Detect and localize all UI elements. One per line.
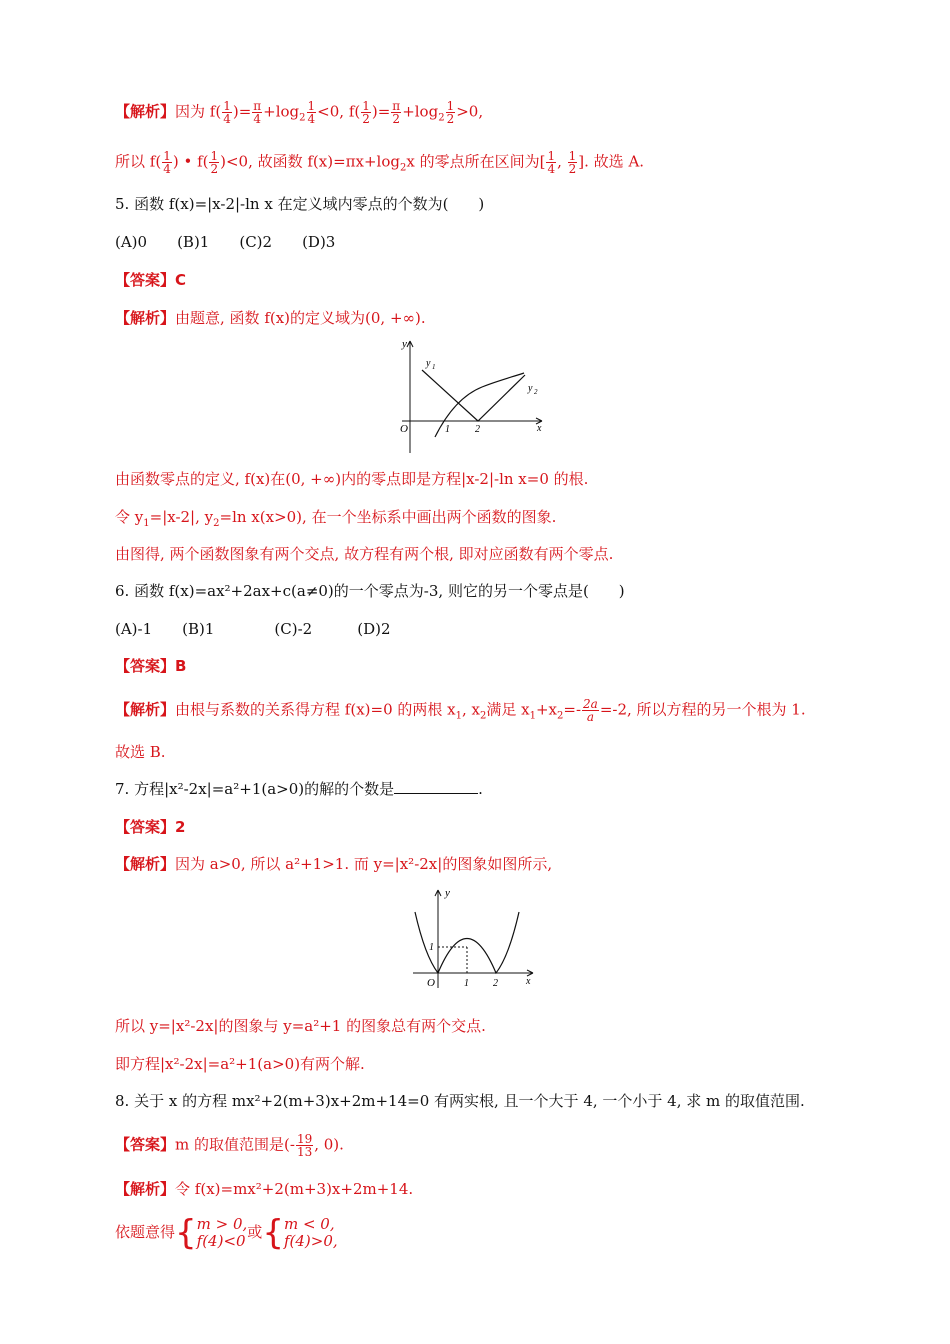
- q6-options: (A)-1 (B)1 (C)-2 (D)2: [115, 620, 391, 638]
- q5-options: (A)0 (B)1 (C)2 (D)3: [115, 233, 336, 251]
- curve-label: y: [528, 383, 533, 394]
- q8-conditions: 依题意得{ m > 0, f(4)<0 或{ m < 0, f(4)>0,: [115, 1213, 338, 1253]
- system-1: m > 0, f(4)<0: [196, 1215, 248, 1250]
- fraction: $\frac{1}{2}$: [446, 99, 455, 126]
- fraction: $\frac{19}{13}$: [296, 1132, 313, 1159]
- brace: {: [262, 1213, 284, 1253]
- q7-text-2: 即方程|x²-2x|=a²+1(a>0)有两个解.: [115, 1055, 365, 1073]
- q7-text-1: 所以 y=|x²-2x|的图象与 y=a²+1 的图象总有两个交点.: [115, 1017, 486, 1035]
- q6-jiexi: 【解析】由根与系数的关系得方程 f(x)=0 的两根 $x_1$, $x_2$满足 $x_1+x_2=-$ $\frac{2a}{a}$ =-2, 所以方程的另一个根为 1.: [115, 697, 806, 724]
- q5-text-1: 由函数零点的定义, f(x)在(0, +∞)内的零点即是方程|x-2|-ln x=0 的根.: [115, 470, 589, 488]
- fraction: $\frac{1}{2}$: [362, 99, 370, 126]
- answer-blank: [394, 779, 478, 794]
- q5-text-2: 令 $y_1=|x-2|$, $y_2=\ln$ x(x>0), 在一个坐标系中画出两个函数的图象.: [115, 508, 557, 529]
- q5-text-3: 由图得, 两个函数图象有两个交点, 故方程有两个根, 即对应函数有两个零点.: [115, 545, 614, 563]
- q5-question: 5. 函数 f(x)=|x-2|-ln x 在定义域内零点的个数为( ): [115, 195, 485, 213]
- q8-answer: 【答案】m 的取值范围是(- $\frac{19}{13}$ , 0).: [115, 1132, 344, 1159]
- q5-answer: 【答案】C: [115, 271, 187, 289]
- tick-label: 1: [445, 424, 450, 435]
- tick-label: 2: [475, 424, 480, 435]
- tick-label: 1: [429, 942, 434, 953]
- system-2: m < 0, f(4)>0,: [283, 1215, 338, 1250]
- fraction: $\frac{\pi}{4}$: [253, 99, 262, 126]
- jiexi-tag: 【解析】: [115, 855, 176, 873]
- q4-jiexi-line-2: 所以 f( $\frac{1}{4}$ ) • f( $\frac{1}{2}$ )<0, 故函数 $f(x)=\pi x+\log_2x$ 的零点所在区间为[ $\frac{1}{4}$ , $\frac{1}{2}$ ]. 故选 A.: [115, 149, 645, 176]
- curve-label-sub: 1: [432, 363, 436, 371]
- answer-tag: 【答案】: [115, 818, 176, 836]
- answer-tag: 【答案】: [115, 657, 176, 675]
- q7-graph: [405, 884, 545, 994]
- fraction: $\frac{\pi}{2}$: [392, 99, 401, 126]
- x-axis-label: x: [537, 423, 542, 434]
- fraction: $\frac{1}{2}$: [568, 149, 577, 176]
- answer-tag: 【答案】: [115, 1135, 176, 1154]
- jiexi-tag: 【解析】: [115, 102, 176, 121]
- q7-answer: 【答案】2: [115, 818, 186, 836]
- q6-answer: 【答案】B: [115, 657, 187, 675]
- q5-jiexi: 【解析】由题意, 函数 f(x)的定义域为(0, +∞).: [115, 309, 426, 327]
- q8-question: 8. 关于 x 的方程 mx²+2(m+3)x+2m+14=0 有两实根, 且一个大于 4, 一个小于 4, 求 m 的取值范围.: [115, 1092, 805, 1110]
- fraction: $\frac{1}{2}$: [210, 149, 219, 176]
- fraction: $\frac{1}{4}$: [547, 149, 556, 176]
- q7-jiexi: 【解析】因为 a>0, 所以 a²+1>1. 而 y=|x²-2x|的图象如图所示,: [115, 855, 553, 873]
- jiexi-tag: 【解析】: [115, 700, 176, 719]
- tick-label: 2: [493, 978, 498, 989]
- jiexi-tag: 【解析】: [115, 1180, 176, 1198]
- q6-question: 6. 函数 f(x)=ax²+2ax+c(a≠0)的一个零点为-3, 则它的另一个零点是( ): [115, 582, 625, 600]
- origin-label: O: [427, 977, 435, 989]
- jiexi-tag: 【解析】: [115, 309, 176, 327]
- curve-label: y: [426, 358, 431, 369]
- q5-graph: [392, 333, 552, 458]
- tick-label: 1: [464, 978, 469, 989]
- fraction: $\frac{1}{4}$: [163, 149, 171, 176]
- y-axis-label: y: [402, 338, 407, 350]
- curve-label-sub: 2: [534, 388, 538, 396]
- q4-jiexi-line-1: 【解析】因为 f( $\frac{1}{4}$ )= $\frac{\pi}{4}$ $+\log_2$ $\frac{1}{4}$ <0, f( $\frac{1}{2}$ )= $\frac{\pi}{2}$ $+\log_2$ $\frac{1}{2}$ >0,: [115, 99, 484, 126]
- fraction: $\frac{1}{4}$: [223, 99, 231, 126]
- origin-label: O: [400, 423, 408, 435]
- fraction: $\frac{1}{4}$: [307, 99, 316, 126]
- q6-jiexi-2: 故选 B.: [115, 743, 166, 761]
- y-axis-label: y: [445, 887, 450, 899]
- q7-question: 7. 方程|x²-2x|=a²+1(a>0)的解的个数是 .: [115, 780, 483, 798]
- answer-tag: 【答案】: [115, 271, 176, 289]
- brace: {: [175, 1213, 197, 1253]
- fraction: $\frac{2a}{a}$: [583, 697, 598, 724]
- q8-jiexi: 【解析】令 f(x)=mx²+2(m+3)x+2m+14.: [115, 1180, 414, 1198]
- x-axis-label: x: [526, 976, 531, 987]
